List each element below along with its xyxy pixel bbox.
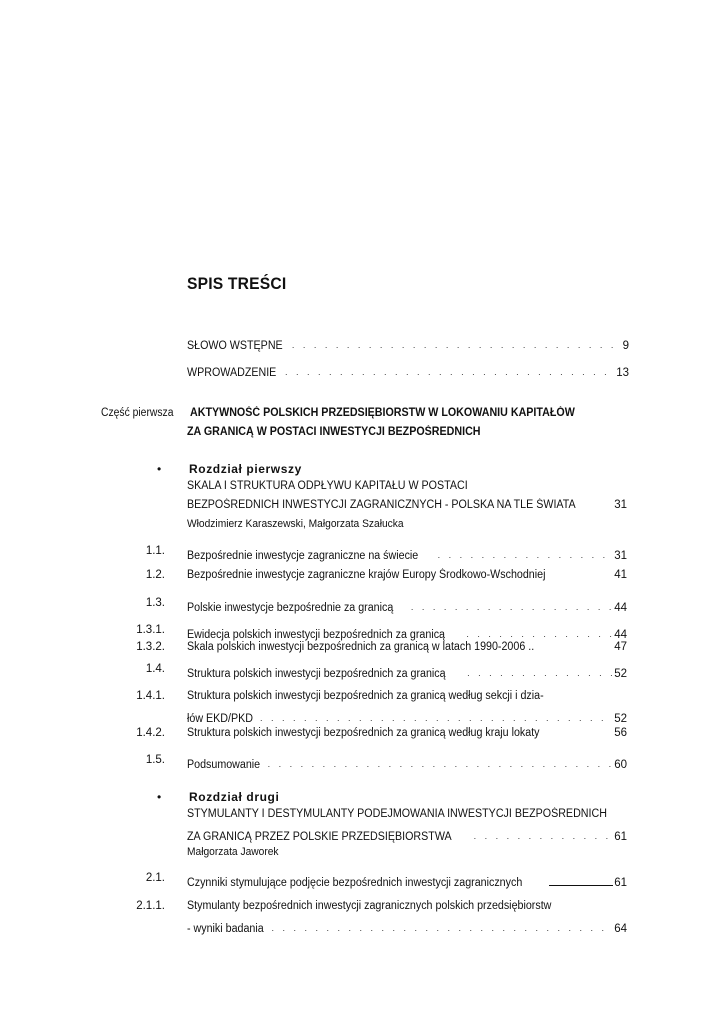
part-label: Część pierwsza bbox=[101, 407, 174, 419]
chapter1-label: Rozdział pierwszy bbox=[189, 462, 302, 476]
entry-page: 60 bbox=[614, 759, 627, 771]
toc-entry-1-1[interactable] bbox=[0, 545, 709, 562]
entry-number: 1.2. bbox=[145, 569, 165, 581]
entry-page: 13 bbox=[616, 367, 629, 379]
entry-label: Skala polskich inwestycji bezpośrednich za granicą w latach 1990-2006 .. bbox=[187, 641, 535, 653]
toc-entry-1-2[interactable] bbox=[0, 569, 709, 586]
entry-number: 1.3.1. bbox=[136, 624, 165, 636]
dot-leader bbox=[285, 366, 614, 379]
entry-label: Struktura polskich inwestycji bezpośrednich za granicą bbox=[187, 668, 446, 680]
entry-page: 47 bbox=[614, 641, 627, 653]
entry-label: Struktura polskich inwestycji bezpośrednich za granicą według sekcji i dzia- bbox=[187, 690, 544, 702]
entry-label: Struktura polskich inwestycji bezpośrednich za granicą według kraju lokaty bbox=[187, 727, 540, 739]
entry-number: 2.1. bbox=[145, 872, 165, 884]
entry-label: Stymulanty bezpośrednich inwestycji zagranicznych polskich przedsiębiorstw bbox=[187, 900, 552, 912]
entry-page: 61 bbox=[614, 831, 627, 843]
dot-leader bbox=[268, 758, 613, 771]
bullet-icon: • bbox=[157, 462, 162, 476]
dot-leader bbox=[292, 339, 621, 352]
entry-label: SŁOWO WSTĘPNE bbox=[187, 340, 283, 352]
part-title-line2: ZA GRANICĄ W POSTACI INWESTYCJI BEZPOŚREDNICH bbox=[187, 426, 481, 438]
dot-leader bbox=[438, 549, 613, 562]
chapter2-label: Rozdział drugi bbox=[189, 790, 280, 804]
toc-entry-foreword[interactable] bbox=[0, 335, 709, 352]
dot-leader bbox=[271, 922, 612, 935]
entry-number: 1.3.2. bbox=[136, 641, 165, 653]
chapter2-authors: Małgorzata Jaworek bbox=[187, 846, 279, 858]
entry-page: 56 bbox=[614, 727, 627, 739]
entry-page: 61 bbox=[614, 877, 627, 889]
dot-leader bbox=[467, 667, 612, 680]
entry-number: 1.5. bbox=[145, 754, 165, 766]
chapter1-authors: Włodzimierz Karaszewski, Małgorzata Szałucka bbox=[187, 518, 404, 530]
dot-leader bbox=[411, 601, 612, 614]
entry-page: 31 bbox=[614, 550, 627, 562]
entry-label: Podsumowanie bbox=[187, 759, 261, 771]
entry-label: Polskie inwestycje bezpośrednie za granicą bbox=[187, 602, 394, 614]
toc-entry-2-1[interactable] bbox=[0, 872, 709, 889]
dot-leader bbox=[466, 628, 612, 641]
underline-leader bbox=[549, 885, 614, 886]
toc-entry-1-3-1[interactable] bbox=[0, 624, 709, 641]
entry-page: 52 bbox=[614, 713, 627, 725]
bullet-icon: • bbox=[157, 790, 162, 804]
chapter1-title-line2: BEZPOŚREDNICH INWESTYCJI ZAGRANICZNYCH - POLSKA NA TLE ŚWIATA bbox=[187, 499, 576, 511]
entry-number: 1.4.2. bbox=[136, 727, 165, 739]
entry-page: 64 bbox=[614, 923, 627, 935]
entry-page: 52 bbox=[614, 668, 627, 680]
entry-page: 41 bbox=[614, 569, 627, 581]
entry-number: 1.1. bbox=[145, 545, 165, 557]
toc-entry-1-4-1-cont[interactable] bbox=[0, 708, 709, 725]
entry-number: 1.4. bbox=[145, 663, 165, 675]
dot-leader bbox=[474, 830, 613, 843]
toc-entry-1-3-2[interactable] bbox=[0, 641, 709, 658]
entry-label: Ewidecja polskich inwestycji bezpośrednich za granicą bbox=[187, 629, 446, 641]
entry-number: 2.1.1. bbox=[136, 900, 165, 912]
dot-leader bbox=[260, 712, 612, 725]
entry-number: 1.4.1. bbox=[136, 690, 165, 702]
toc-entry-1-4-2[interactable] bbox=[0, 727, 709, 744]
entry-label-continued: - wyniki badania bbox=[187, 923, 264, 935]
chapter1-title-row[interactable] bbox=[0, 499, 709, 516]
page-title: SPIS TREŚCI bbox=[187, 274, 287, 293]
entry-label: Bezpośrednie inwestycje zagraniczne na świecie bbox=[187, 550, 419, 562]
entry-page: 9 bbox=[622, 340, 629, 352]
chapter2-title-row[interactable] bbox=[0, 826, 709, 843]
entry-number: 1.3. bbox=[145, 597, 165, 609]
toc-entry-2-1-1-cont[interactable] bbox=[0, 918, 709, 935]
chapter2-title-line1: STYMULANTY I DESTYMULANTY PODEJMOWANIA INWESTYCJI BEZPOŚREDNICH bbox=[187, 808, 607, 820]
entry-label: Bezpośrednie inwestycje zagraniczne krajów Europy Środkowo-Wschodniej bbox=[187, 569, 546, 581]
part-title-line1: AKTYWNOŚĆ POLSKICH PRZEDSIĘBIORSTW W LOKOWANIU KAPITAŁÓW bbox=[190, 407, 575, 419]
chapter2-title-line2: ZA GRANICĄ PRZEZ POLSKIE PRZEDSIĘBIORSTWA bbox=[187, 831, 452, 843]
chapter1-title-line1: SKALA I STRUKTURA ODPŁYWU KAPITAŁU W POSTACI bbox=[187, 480, 468, 492]
entry-label: Czynniki stymulujące podjęcie bezpośrednich inwestycji zagranicznych bbox=[187, 877, 523, 889]
entry-label-continued: łów EKD/PKD bbox=[187, 713, 253, 725]
entry-page: 44 bbox=[614, 629, 627, 641]
toc-entry-1-5[interactable] bbox=[0, 754, 709, 771]
toc-entry-1-4-1[interactable] bbox=[0, 690, 709, 707]
toc-entry-2-1-1[interactable] bbox=[0, 900, 709, 917]
toc-entry-1-4[interactable] bbox=[0, 663, 709, 680]
entry-label: WPROWADZENIE bbox=[187, 367, 277, 379]
toc-entry-1-3[interactable] bbox=[0, 597, 709, 614]
entry-page: 31 bbox=[614, 499, 627, 511]
toc-entry-introduction[interactable] bbox=[0, 362, 709, 379]
entry-page: 44 bbox=[614, 602, 627, 614]
